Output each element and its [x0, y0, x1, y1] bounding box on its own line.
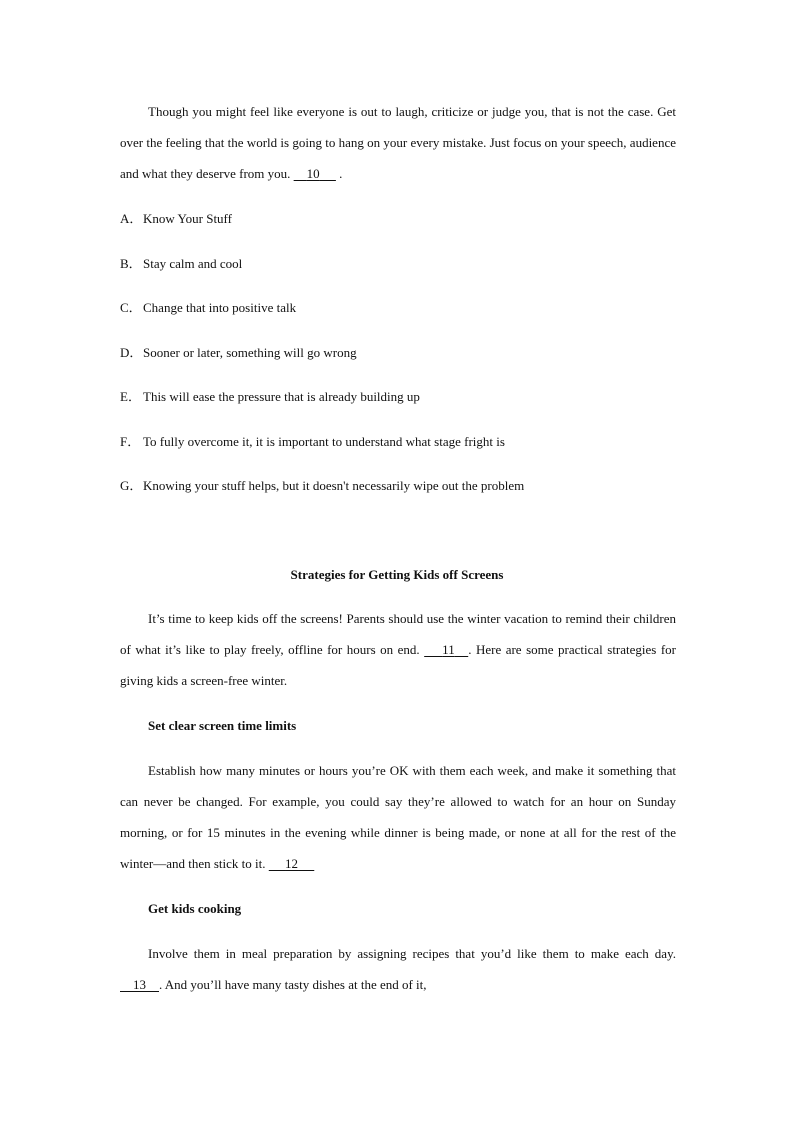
section-heading-screen-limits: Set clear screen time limits	[148, 718, 297, 733]
intro-end: . Here are some practical strategies for giving kids a screen-free winter.	[120, 642, 677, 688]
passage1-end: .	[335, 166, 343, 181]
passage1-paragraph	[120, 96, 676, 189]
section2-paragraph	[120, 938, 676, 1000]
option-a	[120, 211, 232, 227]
option-e	[120, 389, 420, 405]
section2-text: Involve them in meal preparation by assigning recipes that you’d like them to make each day.	[148, 946, 676, 961]
blank-10: 10	[306, 166, 320, 181]
option-d	[120, 345, 357, 361]
section2-end: . And you’ll have many tasty dishes at the end of it,	[159, 977, 427, 992]
option-text: Sooner or later, something will go wrong	[143, 345, 357, 360]
option-letter: D．	[120, 345, 143, 360]
option-c	[120, 300, 296, 316]
option-text: Know Your Stuff	[143, 211, 232, 226]
passage2-intro	[120, 603, 676, 696]
blank-12: 12	[285, 856, 299, 871]
passage1-text: Though you might feel like everyone is out to laugh, criticize or judge you, that is not the case. Get over the feeling that the world is going to hang on your every mistake. Just focus on your speech, audience and what they deserve from you.	[120, 104, 676, 181]
option-text: Change that into positive talk	[143, 300, 297, 315]
option-letter: F．	[120, 434, 141, 449]
section-heading-cooking: Get kids cooking	[148, 901, 242, 916]
option-letter: C．	[120, 300, 142, 315]
option-letter: G．	[120, 478, 143, 493]
option-g	[120, 478, 524, 494]
option-text: This will ease the pressure that is already building up	[143, 389, 420, 404]
section1-text: Establish how many minutes or hours you’re OK with them each week, and make it something that can never be changed. For example, you could say they’re allowed to watch for an hour on Sunday morning, or for 15 minutes in the evening while dinner is being made, or none at all for the rest of the winter—and then stick to it.	[120, 763, 676, 871]
option-text: Stay calm and cool	[143, 256, 243, 271]
option-text: To fully overcome it, it is important to understand what stage fright is	[143, 434, 505, 449]
option-letter: B．	[120, 256, 142, 271]
passage2-title: Strategies for Getting Kids off Screens	[290, 567, 504, 582]
option-letter: A．	[120, 211, 143, 226]
option-text: Knowing your stuff helps, but it doesn't necessarily wipe out the problem	[143, 478, 525, 493]
intro-text: It’s time to keep kids off the screens! Parents should use the winter vacation to remind their children of what it’s like to play freely, offline for hours on end.	[120, 611, 676, 657]
blank-11: 11	[442, 642, 455, 657]
option-b	[120, 256, 242, 272]
section1-paragraph	[120, 755, 676, 879]
blank-13: 13	[133, 977, 146, 992]
option-f	[120, 434, 505, 450]
option-letter: E．	[120, 389, 141, 404]
